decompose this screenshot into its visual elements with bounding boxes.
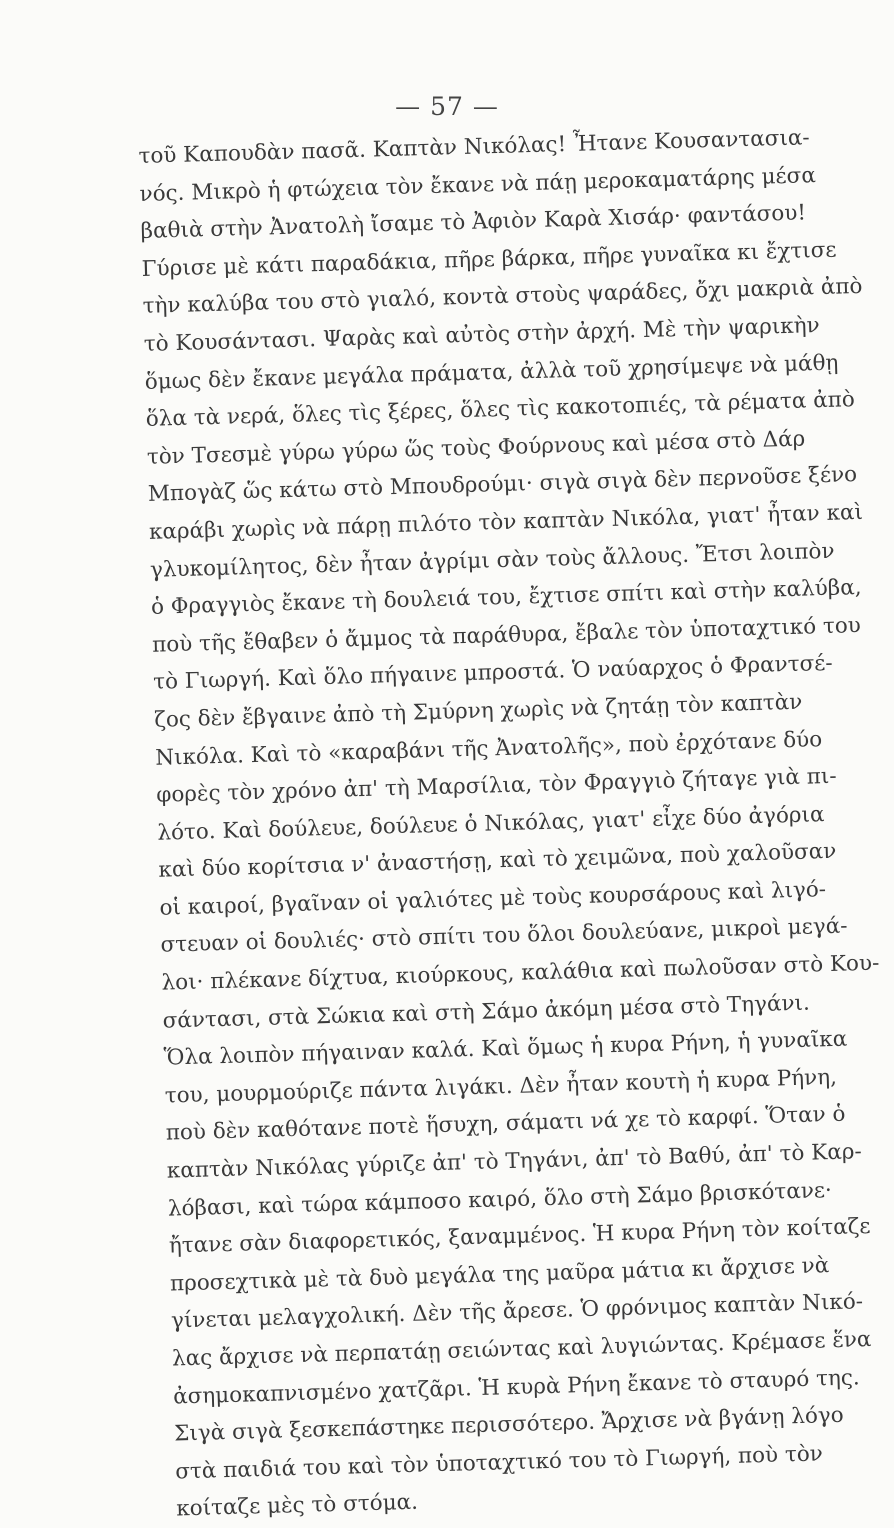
text-line: Σιγὰ σιγὰ ξεσκεπάστηκε περισσότερο. Ἄρχισε νὰ βγάνῃ λόγο (173, 1402, 844, 1447)
text-line: στὰ παιδιά του καὶ τὸν ὑποταχτικό του τὸ Γιωργή, ποὺ τὸν (174, 1441, 824, 1485)
text-line: τοῦ Καπουδὰν πασᾶ. Καπτὰν Νικόλας! Ἦτανε Κουσαντασια- (138, 125, 810, 169)
text-line-last: κοίταζε μὲς τὸ στόμα. (175, 1490, 419, 1522)
text-line: γίνεται μελαγχολική. Δὲν τῆς ἄρεσε. Ὁ φρόνιμος καπτὰν Νικό- (170, 1289, 864, 1334)
text-line: ὅλα τὰ νερά, ὅλες τὶς ξέρες, ὅλες τὶς κακοτοπιές, τὰ ρέματα ἀπὸ (145, 387, 856, 433)
page-number: — 57 — (395, 92, 499, 121)
text-line: ὅμως δὲν ἔκανε μεγάλα πράματα, ἀλλὰ τοῦ χρησίμεψε νὰ μάθῃ (144, 350, 839, 395)
text-line: στευαν οἱ δουλιές· στὸ σπίτι του ὅλοι δουλεύανε, μικροὶ μεγά- (160, 913, 848, 959)
text-line: λότο. Καὶ δούλευε, δούλευε ὁ Νικόλας, γιατ' εἶχε δύο ἀγόρια (157, 801, 825, 846)
text-line: ποὺ τῆς ἔθαβεν ὁ ἄμμος τὰ παράθυρα, ἔβαλε τὸν ὑποταχτικό του (151, 612, 862, 658)
text-line: ποὺ δὲν καθότανε ποτὲ ἥσυχη, σάματι νά χε τὸ καρφί. Ὅταν ὁ (165, 1102, 846, 1147)
text-line: του, μουρμούριζε πάντα λιγάκι. Δὲν ἦταν κουτὴ ἡ κυρα Ρήνη, (164, 1064, 838, 1109)
text-line: τὴν καλύβα του στὸ γιαλό, κοντὰ στοὺς ψαράδες, ὄχι μακριὰ ἀπὸ (142, 274, 863, 320)
text-line: καπτὰν Νικόλας γύριζε ἀπ' τὸ Τηγάνι, ἀπ' τὸ Βαθύ, ἀπ' τὸ Καρ- (166, 1139, 863, 1184)
text-line: Ὅλα λοιπὸν πήγαιναν καλά. Καὶ ὅμως ἡ κυρα Ρήνη, ἡ γυναῖκα (163, 1026, 848, 1071)
text-line: λόβασι, καὶ τώρα κάμποσο καιρό, ὅλο στὴ Σάμο βρισκότανε· (167, 1177, 833, 1222)
text-line: καράβι χωρὶς νὰ πάρῃ πιλότο τὸν καπτὰν Νικόλα, γιατ' ἦταν καὶ (148, 499, 864, 545)
text-line: τὸ Κουσάντασι. Ψαρὰς καὶ αὐτὸς στὴν ἀρχή. Μὲ τὴν ψαρικὴν (143, 313, 820, 357)
text-line: σάντασι, στὰ Σώκια καὶ στὴ Σάμο ἀκόμη μέσα στὸ Τηγάνι. (162, 990, 811, 1034)
text-line: γλυκομίλητος, δὲν ἦταν ἀγρίμι σὰν τοὺς ἄλλους. Ἔτσι λοιπὸν (149, 538, 835, 583)
text-line: ὁ Φραγγιὸς ἔκανε τὴ δουλειά του, ἔχτισε σπίτι καὶ στὴν καλύβα, (150, 575, 862, 620)
text-line: λοι· πλέκανε δίχτυα, κιούρκους, καλάθια καὶ πωλοῦσαν στὸ Κου- (161, 950, 880, 996)
text-line: Μπογὰζ ὥς κάτω στὸ Μπουδρούμι· σιγὰ σιγὰ δὲν περνοῦσε ξένο (147, 462, 858, 508)
text-line: τὸν Τσεσμὲ γύρω γύρω ὥς τοὺς Φούρνους καὶ μέσα στὸ Δάρ (146, 426, 806, 470)
text-line: τὸ Γιωργή. Καὶ ὅλο πήγαινε μπροστά. Ὁ ναύαρχος ὁ Φραντσέ- (152, 651, 833, 696)
text-line: οἱ καιροί, βγαῖναν οἱ γαλιότες μὲ τοὺς κουρσάρους καὶ λιγό- (159, 876, 827, 921)
text-line: βαθιὰ στὴν Ἀνατολὴ ἴσαμε τὸ Ἀφιὸν Καρὰ Χισάρ· φαντάσου! (140, 200, 807, 245)
body-text (138, 120, 880, 1528)
text-line: Νικόλα. Καὶ τὸ «καραβάνι τῆς Ἀνατολῆς», ποὺ ἐρχότανε δύο (154, 726, 823, 771)
text-line: Γύρισε μὲ κάτι παραδάκια, πῆρε βάρκα, πῆρε γυναῖκα κι ἔχτισε (141, 237, 837, 282)
text-line: ἤτανε σὰν διαφορετικός, ξαναμμένος. Ἡ κυρα Ρήνη τὸν κοίταζε (168, 1214, 871, 1259)
text-line: νός. Μικρὸ ἡ φτώχεια τὸν ἔκανε νὰ πάῃ μεροκαματάρης μέσα (139, 162, 817, 207)
text-line: καὶ δύο κορίτσια ν' ἀναστήσῃ, καὶ τὸ χειμῶνα, ποὺ χαλοῦσαν (158, 839, 837, 883)
text-line: προσεχτικὰ μὲ τὰ δυὸ μεγάλα της μαῦρα μάτια κι ἄρχισε νὰ (169, 1252, 830, 1297)
text-line: φορὲς τὸν χρόνο ἀπ' τὴ Μαρσίλια, τὸν Φραγγιὸ ζήταγε γιὰ πι- (156, 763, 837, 808)
text-line: ἀσημοκαπνισμένο χατζᾶρι. Ἡ κυρὰ Ρήνη ἔκανε τὸ σταυρό της. (172, 1364, 861, 1410)
text-line: λας ἄρχισε νὰ περπατάῃ σειώντας καὶ λυγιώντας. Κρέμασε ἕνα (171, 1326, 872, 1372)
text-line: ζος δὲν ἔβγαινε ἀπὸ τὴ Σμύρνη χωρὶς νὰ ζητάῃ τὸν καπτὰν (153, 689, 803, 733)
